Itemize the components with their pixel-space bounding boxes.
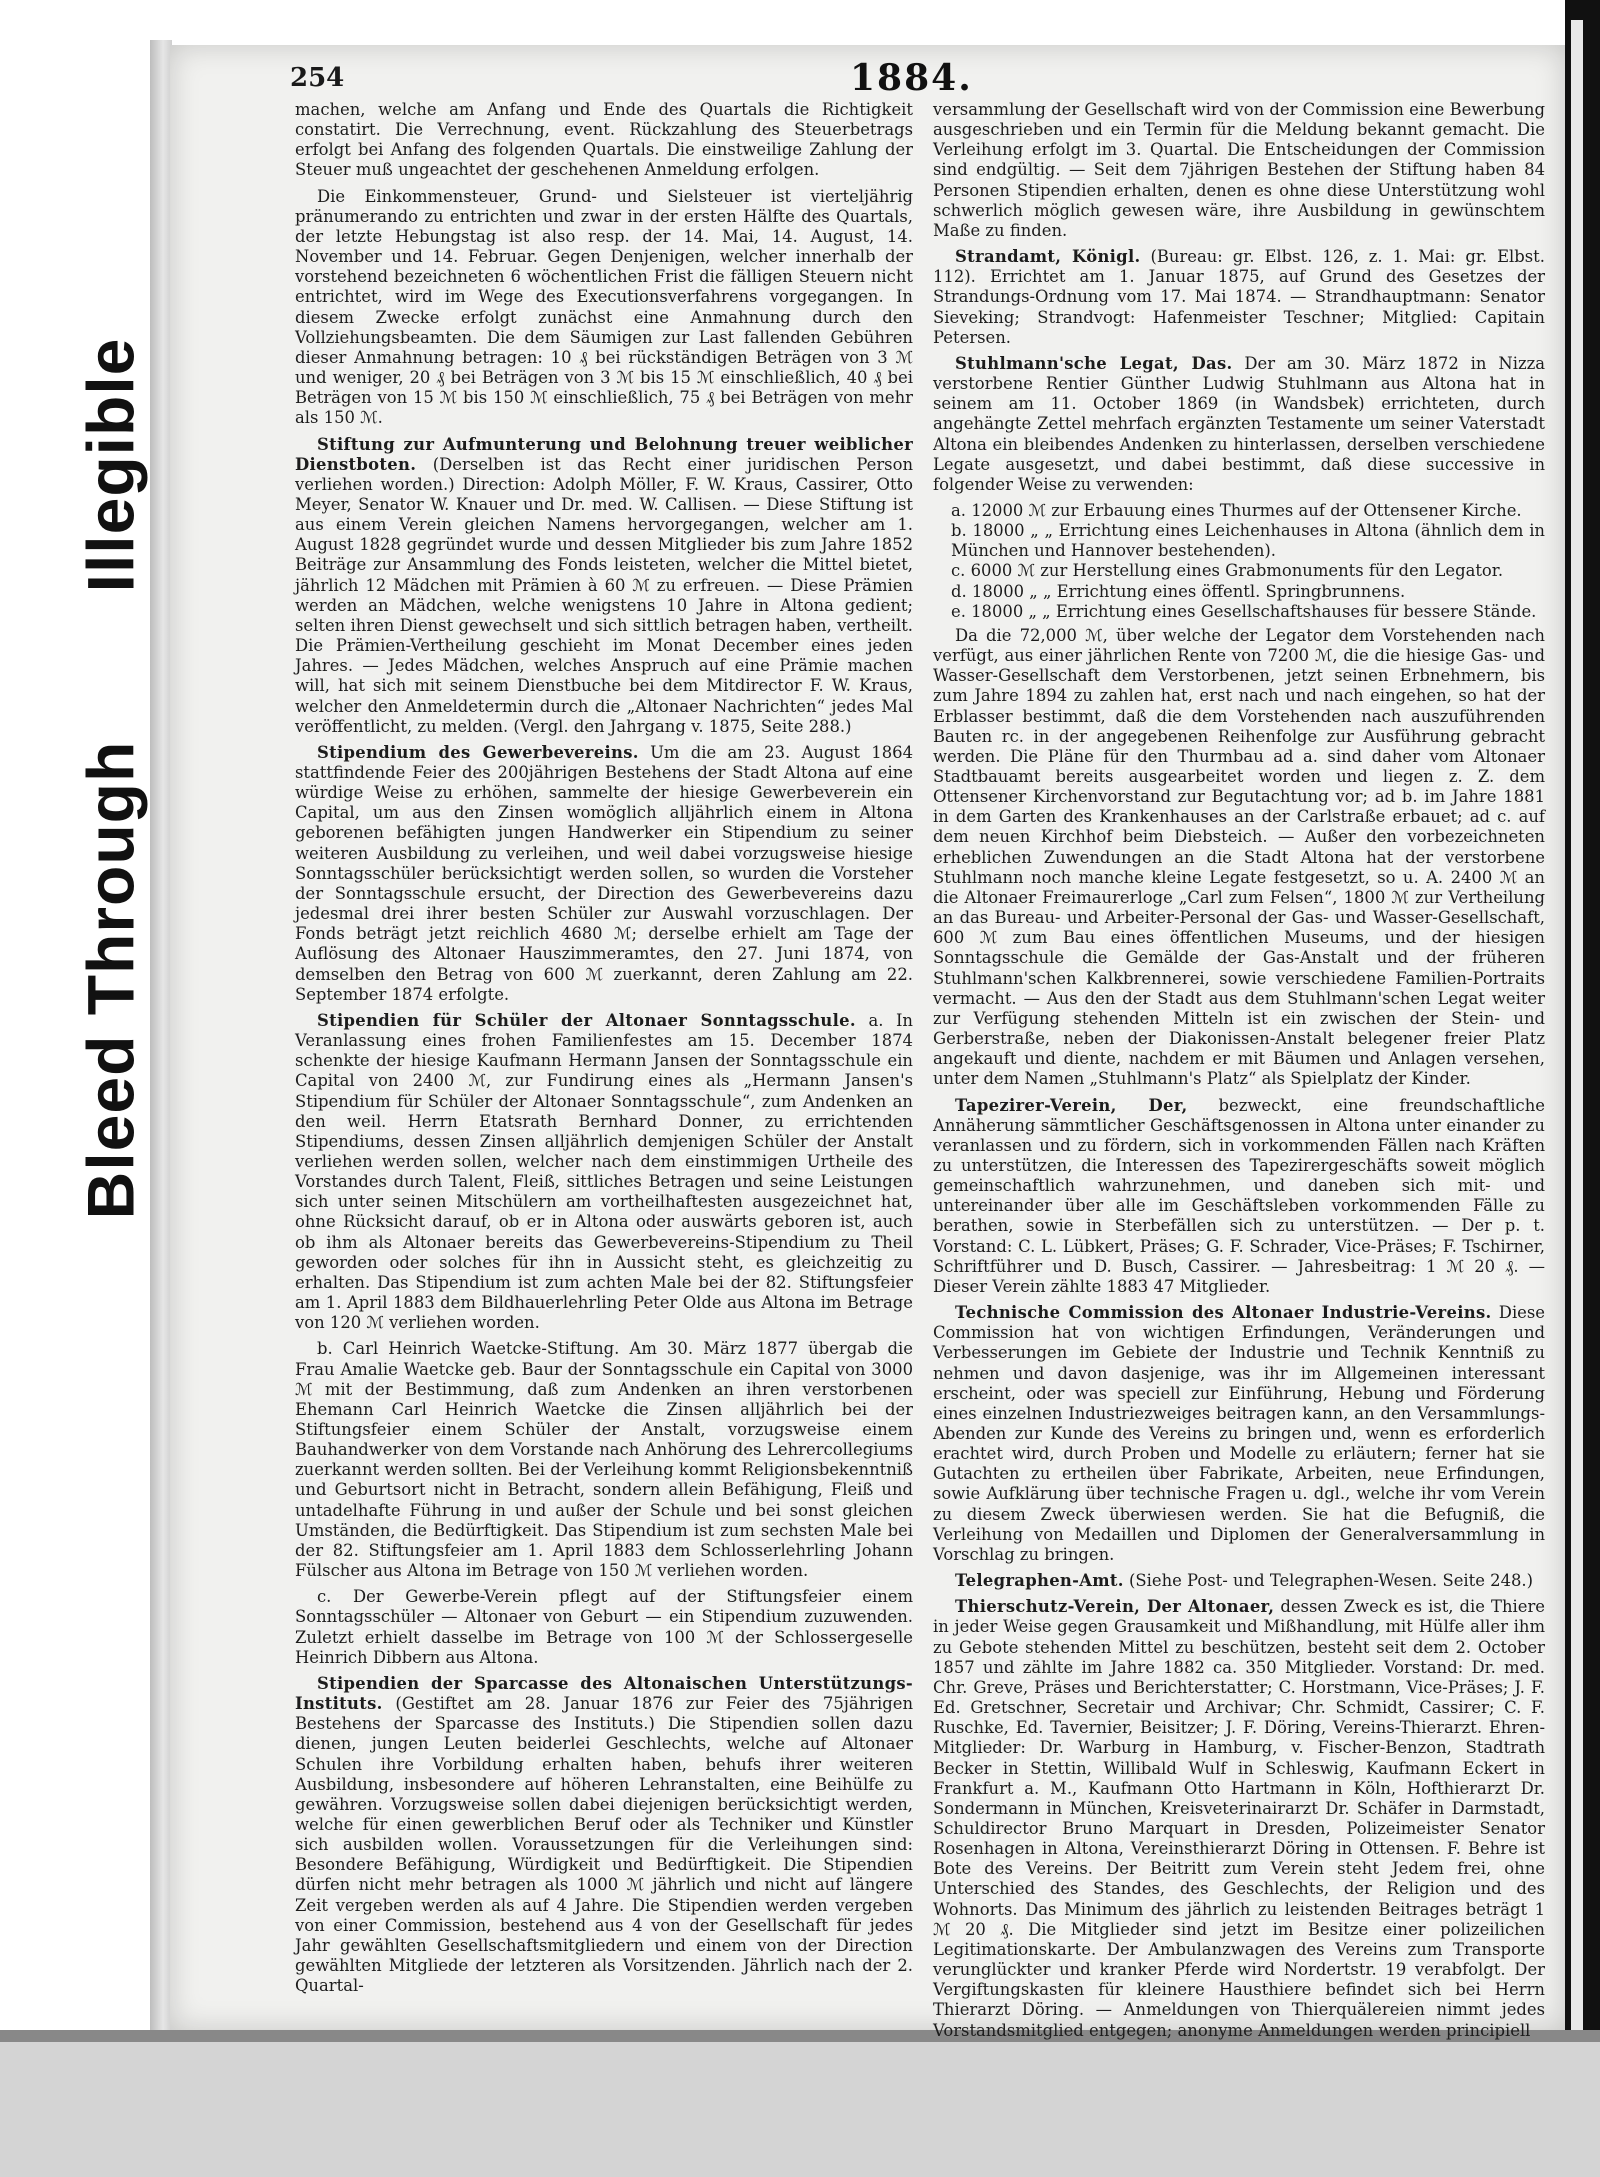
text-paragraph — [933, 100, 1545, 241]
entry-body: (Siehe Post- und Telegraphen-Wesen. Seite 248.) — [1129, 1571, 1534, 1591]
entry-heading: Stiftung zur Aufmunterung und Belohnung treuer weiblicher Dienstboten. — [295, 434, 913, 474]
entry-body: machen, welche am Anfang und Ende des Quartals die Richtigkeit constatirt. Die Verrechnung, event. Rückzahlung des Steuerbetrags erfolgt bei Anfang des folgenden Quartals. Die einstweilige Zahlung der Steuer muß ungeachtet der geschehenen Anmeldung erfolgen. — [295, 100, 913, 180]
entry-body: Der am 30. März 1872 in Nizza verstorbene Rentier Günther Ludwig Stuhlmann aus Altona hat in seinem am 11. October 1869 (in Wandsbek) errichteten, durch angehängte Zettel mehrfach ergänzten Testamente um seiner Vaterstadt Altona ein bleibendes Andenken zu hinterlassen, derselben verschiedene Legate ausgesetzt, und dabei bestimmt, daß diese successive in folgender Weise zu verwenden: — [933, 353, 1545, 494]
entry-body: Um die am 23. August 1864 stattfindende Feier des 200jährigen Bestehens der Stadt Altona auf eine würdige Weise zu erhöhen, sammelte der hiesige Gewerbeverein ein Capital, um aus den Zinsen womöglich alljährlich einem in Altona geborenen befähigten jungen Handwerker ein Stipendium zu seiner weiteren Ausbildung zu verleihen, und weil dabei vorzugsweise hiesige Sonntagsschüler berücksichtigt werden sollen, so wurden die Vorsteher der Sonntagsschule ersucht, der Direction des Gewerbevereins dazu jedesmal drei ihrer besten Schüler zur Auswahl vorzuschlagen. Der Fonds beträgt jetzt reichlich 4680 ℳ; derselbe erhielt am Tage der Auflösung des Altonaer Hauszimmeramtes, den 27. Juni 1874, von demselben den Betrag von 600 ℳ zuerkannt, deren Zahlung am 22. September 1874 erfolgte. — [295, 742, 914, 1004]
left-text-column — [295, 100, 913, 2002]
entry-body: bezweckt, eine freundschaftliche Annäherung sämmtlicher Geschäftsgenossen in Altona unter einander zu veranlassen und zu fördern, sich in vorkommenden Fällen nach Kräften zu unterstützen, die Interessen des Tapezirergeschäfts soweit möglich gemeinschaftlich wahrzunehmen, und daneben sich mit- und untereinander über alle im Geschäftsleben vorkommenden Fälle zu berathen, sowie in Sterbefällen sich zu unterstützen. — Der p. t. Vorstand: C. L. Lübkert, Präses; G. F. Schrader, Vice-Präses; F. Tschirner, Schriftführer und D. Busch, Cassirer. — Jahresbeitrag: 1 ℳ 20 ₰. — Dieser Verein zählte 1883 47 Mitglieder. — [933, 1095, 1545, 1296]
legacy-list-item: c. 6000 ℳ zur Herstellung eines Grabmonuments für den Legator. — [951, 561, 1504, 581]
entry-paragraph — [933, 354, 1545, 495]
entry-heading: Strandamt, Königl. — [955, 247, 1141, 267]
page-header — [290, 57, 1530, 99]
book-spine — [150, 40, 172, 2030]
entry-heading: Stuhlmann'sche Legat, Das. — [955, 353, 1233, 373]
legacy-list-item: a. 12000 ℳ zur Erbauung eines Thurmes auf der Ottensener Kirche. — [951, 500, 1522, 520]
right-text-column — [933, 100, 1545, 2047]
entry-paragraph — [295, 1674, 913, 1997]
entry-paragraph — [295, 1011, 913, 1334]
entry-body: (Bureau: gr. Elbst. 126, z. 1. Mai: gr. Elbst. 112). Errichtet am 1. Januar 1875, auf Grund des Gesetzes der Strandungs-Ordnung vom 17. Mai 1874. — Strandhauptmann: Senator Sieveking; Strandvogt: Hafenmeister Teschner; Mitglied: Capitain Petersen. — [933, 247, 1545, 347]
page-number: 254 — [290, 63, 345, 93]
entry-heading: Tapezirer-Verein, Der, — [955, 1095, 1188, 1115]
running-year: 1884. — [850, 57, 973, 99]
legacy-list-item: b. 18000 „ „ Errichtung eines Leichenhauses in Altona (ähnlich dem in München und Hannover bestehenden). — [951, 521, 1545, 561]
entry-body: Die Einkommensteuer, Grund- und Sielsteuer ist vierteljährig pränumerando zu entrichten und zwar in der ersten Hälfte des Quartals, der letzte Hebungstag ist also resp. der 14. Mai, 14. August, 14. November und 14. Februar. Gegen Denjenigen, welcher innerhalb der vorstehend bezeichneten 6 wöchentlichen Frist die fälligen Steuern nicht entrichtet, wird im Wege des Executionsverfahrens vorgegangen. In diesem Zwecke erfolgt zunächst eine Anmahnung durch den Vollziehungsbeamten. Die dem Säumigen zur Last fallenden Gebühren dieser Anmahnung betragen: 10 ₰ bei rückständigen Beträgen von 3 ℳ und weniger, 20 ₰ bei Beträgen von 3 ℳ bis 15 ℳ einschließlich, 40 ₰ bei Beträgen von 15 ℳ bis 150 ℳ einschließlich, 75 ₰ bei Beträgen von mehr als 150 ℳ. — [295, 186, 913, 428]
text-paragraph — [933, 626, 1545, 1090]
entry-heading: Thierschutz-Verein, Der Altonaer, — [955, 1597, 1275, 1617]
facing-page-edge — [1565, 0, 1600, 2030]
entry-body: b. Carl Heinrich Waetcke-Stiftung. Am 30. März 1877 übergab die Frau Amalie Waetcke geb. Baur der Sonntagsschule ein Capital von 3000 ℳ mit der Bestimmung, daß zum Andenken an ihren verstorbenen Ehemann Carl Heinrich Waetcke die Zinsen alljährlich bei der Stiftungsfeier einem Schüler der Anstalt, vorzugsweise einem Bauhandwerker von dem Vorstande nach Anhörung des Lehrercollegiums zuerkannt werden sollten. Bei der Verleihung kommt Religionsbekenntniß und Geburtsort nicht in Betracht, sondern allein Befähigung, Fleiß und untadelhafte Führung in und außer der Schule und bei sonst gleichen Umständen, die Bedürftigkeit. Das Stipendium ist zum sechsten Male bei der 82. Stiftungsfeier am 1. April 1883 dem Schlosserlehrling Johann Fülscher aus Altona im Betrage von 150 ℳ verliehen worden. — [295, 1339, 913, 1581]
text-paragraph — [295, 187, 913, 429]
entry-paragraph — [295, 743, 913, 1005]
text-paragraph — [295, 1587, 913, 1668]
entry-heading: Stipendien der Sparcasse des Altonaischen Unterstützungs-Instituts. — [295, 1673, 913, 1714]
entry-heading: Telegraphen-Amt. — [955, 1571, 1124, 1591]
entry-paragraph — [933, 1597, 1545, 2040]
entry-body: (Gestiftet am 28. Januar 1876 zur Feier des 75jährigen Bestehens der Sparcasse des Instituts.) Die Stipendien sollen dazu dienen, jungen Leuten beiderlei Geschlechts, welche auf Altonaer Schulen ihre Vorbildung erhalten haben, behufs ihrer weiteren Ausbildung, insbesondere auf höheren Lehranstalten, eine Beihülfe zu gewähren. Vorzugsweise sollen dabei diejenigen berücksichtigt werden, welche für einen gewerblichen Beruf oder als Techniker und Künstler sich ausbilden wollen. Voraussetzungen für die Verleihungen sind: Besondere Befähigung, Würdigkeit und Bedürftigkeit. Die Stipendien dürfen nicht mehr betragen als 1000 ℳ jährlich und nicht auf längere Zeit vergeben werden als auf 4 Jahre. Die Stipendien werden vergeben von einer Commission, bestehend aus 4 von der Gesellschaft für jedes Jahr gewählten Gesellschaftsmitgliedern und einem von der Direction gewählten Mitgliede der letzteren als Vorsitzenden. Jährlich nach der 2. Quartal- — [295, 1694, 913, 1996]
entry-body: (Derselben ist das Recht einer juridischen Person verliehen worden.) Direction: Adolph Möller, F. W. Kraus, Cassirer, Otto Meyer, Senator W. Knauer und Dr. med. W. Callisen. — Diese Stiftung ist aus einem Verein gleichen Namens hervorgegangen, welcher am 1. August 1828 gegründet wurde und dessen Mitglieder bis zum Jahre 1852 Beiträge zur Ansammlung des Fonds leisteten, welcher die Mittel bietet, jährlich 12 Mädchen mit Prämien à 60 ℳ zu erfreuen. — Diese Prämien werden an Mädchen, welche wenigstens 10 Jahre in Altona gedient; selten ihren Dienst gewechselt und sich sittlich betragen haben, vertheilt. Die Prämien-Vertheilung geschieht im Monat December eines jeden Jahres. — Jedes Mädchen, welches Anspruch auf eine Prämie machen will, hat sich mit seinem Dienstbuche bei dem Mitdirector F. W. Kraus, welcher den Anmeldetermin durch die „Altonaer Nachrichten“ jedes Mal veröffentlicht, zu melden. (Vergl. den Jahrgang v. 1875, Seite 288.) — [295, 454, 913, 736]
text-paragraph — [295, 1339, 913, 1581]
book-page — [170, 45, 1565, 2040]
legacy-list — [951, 501, 1545, 622]
legacy-list-item: e. 18000 „ „ Errichtung eines Gesellschaftshauses für bessere Stände. — [951, 601, 1537, 621]
illegible-stamp-text: Illegible — [73, 337, 148, 593]
entry-body: versammlung der Gesellschaft wird von der Commission eine Bewerbung ausgeschrieben und ein Termin für die Meldung bekannt gemacht. Die Verleihung erfolgt im 3. Quartal. Die Entscheidungen der Commission sind endgültig. — Seit dem 7jährigen Bestehen der Stiftung haben 84 Personen Stipendien erhalten, denen es ohne diese Unterstützung wohl schwerlich möglich gewesen wäre, ihre Ausbildung in gewünschtem Maße zu finden. — [933, 100, 1545, 240]
entry-body: Diese Commission hat von wichtigen Erfindungen, Veränderungen und Verbesserungen im Gebiete der Industrie und Technik Kenntniß zu nehmen und davon dasjenige, was ihr im Allgemeinen interessant erscheint, oder was speciell zur Einführung, Hebung und Förderung eines einzelnen Industriezweiges beitragen kann, an den Versammlungs-Abenden zur Kunde des Vereins zu bringen und, wenn es erforderlich erachtet wird, durch Proben und Modelle zu erläutern; ferner hat sie Gutachten zu ertheilen über Fabrikate, Arbeiten, neue Erfindungen, sowie Aufklärung über technische Fragen u. dgl., welche ihr vom Verein zu diesem Zweck überwiesen werden. Sie hat die Befugniß, die Verleihung von Medaillen und Diplomen der Generalversammlung in Vorschlag zu bringen. — [933, 1303, 1545, 1564]
bleed-through-stamp-text: Bleed Through — [73, 740, 147, 1220]
entry-paragraph — [933, 1096, 1545, 1298]
entry-body: a. In Veranlassung eines frohen Familienfestes am 15. December 1874 schenkte der hiesige Kaufmann Hermann Jansen der Sonntagsschule ein Capital von 2400 ℳ, zur Fundirung eines als „Hermann Jansen's Stipendium für Schüler der Altonaer Sonntagsschule“, zum Andenken an den weil. Herrn Etatsrath Bernhard Donner, zu errichtenden Stipendiums, dessen Zinsen alljährlich demjenigen Schüler der Anstalt verliehen werden sollen, welcher nach dem einstimmigen Urtheile des Vorstandes durch Talent, Fleiß, sittliches Betragen und seine Leistungen sich unter seinen Mitschülern am vortheilhaftesten ausgezeichnet hat, ohne Rücksicht darauf, ob er in Altona oder auswärts geboren ist, auch ob ihm als Altonaer bereits das Gewerbevereins-Stipendium zu Theil geworden oder solches für ihn in Aussicht steht, es gleichzeitig zu erhalten. Das Stipendium ist zum achten Male bei der 82. Stiftungsfeier am 1. April 1883 dem Bildhauerlehrling Peter Olde aus Altona im Betrage von 120 ℳ verliehen worden. — [295, 1010, 913, 1333]
text-paragraph — [295, 100, 913, 181]
entry-body: c. Der Gewerbe-Verein pflegt auf der Stiftungsfeier einem Sonntagsschüler — Altonaer von Geburt — ein Stipendium zuzuwenden. Zuletzt erhielt dasselbe im Betrage von 100 ℳ der Schlossergeselle Heinrich Dibbern aus Altona. — [295, 1587, 913, 1667]
entry-heading: Stipendium des Gewerbevereins. — [317, 742, 639, 762]
scan-bottom-margin — [0, 2030, 1600, 2177]
entry-body: dessen Zweck es ist, die Thiere in jeder Weise gegen Grausamkeit und Mißhandlung, mit Hülfe aller ihm zu Gebote stehenden Mittel zu beschützen, besteht seit dem 2. October 1857 und zählte im Jahre 1882 ca. 350 Mitglieder. Vorstand: Dr. med. Chr. Greve, Präses und Berichterstatter; C. Horstmann, Vice-Präses; J. F. Ed. Gretschner, Secretair und Archivar; Chr. Schmidt, Cassirer; C. F. Ruschke, Ed. Tavernier, Beisitzer; J. F. Döring, Vereins-Thierarzt. Ehren-Mitglieder: Dr. Warburg in Hamburg, v. Fischer-Benzon, Stadtrath Becker in Stettin, Willibald Wulf in Schleswig, Kaufmann Eckert in Frankfurt a. M., Kaufmann Otto Hartmann in Köln, Hofthierarzt Dr. Sondermann in München, Kreisveterinairarzt Dr. Schäfer in Darmstadt, Schuldirector Bruno Marquart in Dresden, Polizeimeister Senator Rosenhagen in Altona, Vereinsthierarzt Döring in Ottensen. F. Behre ist Bote des Vereins. Der Beitritt zum Verein steht Jedem frei, ohne Unterschied des Standes, des Geschlechts, der Religion und des Wohnorts. Das Minimum des jährlich zu leistenden Beitrages beträgt 1 ℳ 20 ₰. Die Mitglieder sind jetzt im Besitze einer polizeilichen Legitimationskarte. Der Ambulanzwagen des Vereins zum Transporte verunglückter und kranker Pferde wird Nordertstr. 19 verabfolgt. Der Vergiftungskasten für kleinere Hausthiere befindet sich bei Herrn Thierarzt Döring. — Anmeldungen von Thierquälereien nimmt jedes Vorstandsmitglied entgegen; anonyme Anmeldungen werden principiell — [933, 1597, 1545, 2040]
entry-paragraph — [933, 1303, 1545, 1565]
entry-heading: Stipendien für Schüler der Altonaer Sonntagsschule. — [317, 1010, 856, 1030]
entry-paragraph — [933, 247, 1545, 348]
entry-paragraph — [295, 435, 913, 737]
entry-body: Da die 72,000 ℳ, über welche der Legator dem Vorstehenden nach verfügt, aus einer jährlichen Rente von 7200 ℳ, die die hiesige Gas- und Wasser-Gesellschaft dem Verstorbenen, jetzt seinen Erbnehmern, bis zum Jahre 1894 zu zahlen hat, erst nach und nach eingehen, so hat der Erblasser bestimmt, daß die dem Vorstehenden nach auszuführenden Bauten rc. in der angegebenen Reihenfolge zur Ausführung gebracht werden. Die Pläne für den Thurmbau ad a. sind daher vom Altonaer Stadtbauamt bereits ausgearbeitet worden und liegen z. Z. dem Ottensener Kirchenvorstand zur Begutachtung vor; ad b. im Jahre 1881 in dem Garten des Krankenhauses an der Carlstraße erbauet; ad c. auf dem neuen Kirchhof beim Diebsteich. — Außer den vorbezeichneten erheblichen Zuwendungen an die Stadt Altona hat der verstorbene Stuhlmann noch manche kleine Legate festgesetzt, so u. A. 2400 ℳ an die Altonaer Freimaurerloge „Carl zum Felsen“, 1800 ℳ zur Vertheilung an das Bureau- und Arbeiter-Personal der Gas- und Wasser-Gesellschaft, 600 ℳ zum Bau eines öffentlichen Museums, und der hiesigen Sonntagsschule die Gemälde der Gas-Anstalt und der früheren Stuhlmann'schen Kalkbrennerei, sowie verschiedene Familien-Portraits vermacht. — Aus den der Stadt aus dem Stuhlmann'schen Legat weiter zur Verfügung stehenden Mitteln ist ein zwischen der Stein- und Gerberstraße, neben der Diakonissen-Anstalt belegener freier Platz angekauft und diente, nachdem er mit Bäumen und Anlagen versehen, unter dem Namen „Stuhlmann's Platz“ als Spielplatz der Kinder. — [933, 625, 1545, 1089]
entry-heading: Technische Commission des Altonaer Industrie-Vereins. — [955, 1303, 1492, 1323]
legacy-list-item: d. 18000 „ „ Errichtung eines öffentl. Springbrunnens. — [951, 581, 1406, 601]
entry-paragraph — [933, 1571, 1545, 1591]
